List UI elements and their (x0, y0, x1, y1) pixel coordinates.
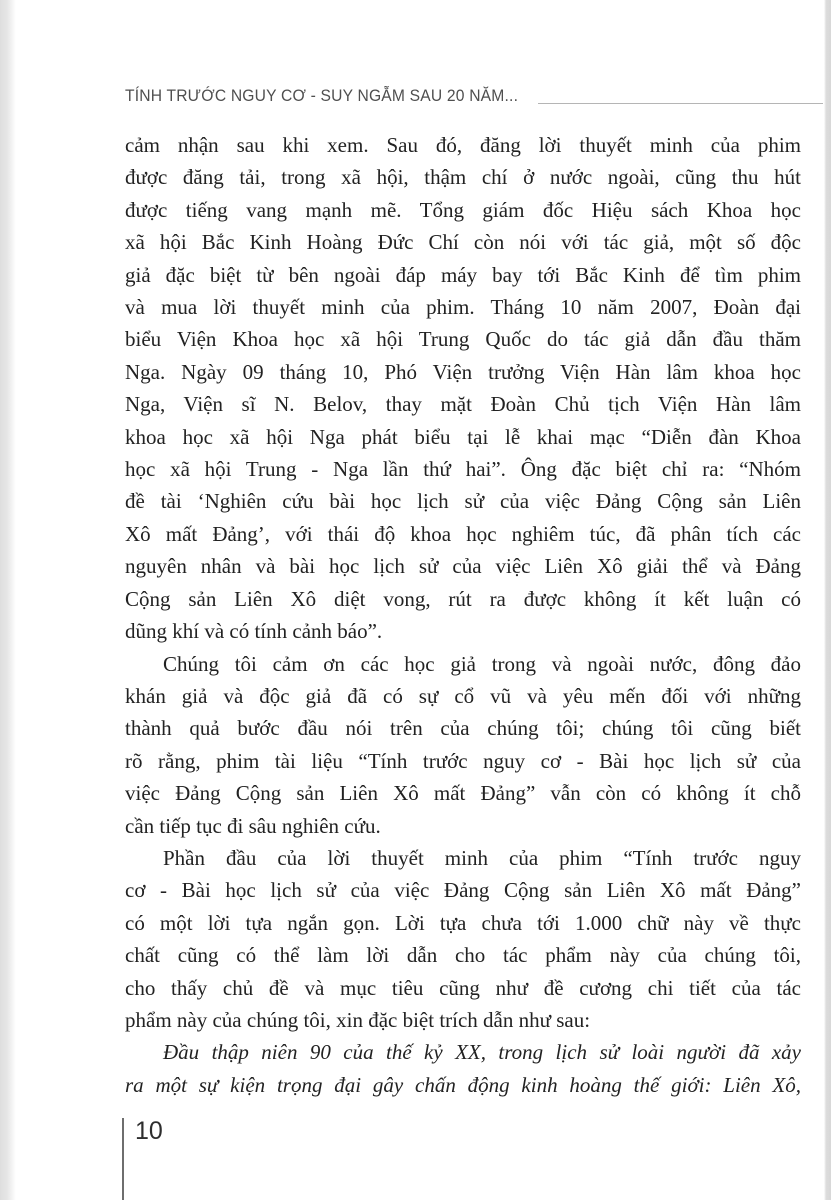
text-line: được tiếng vang mạnh mẽ. Tổng giám đốc Hiệu sách Khoa học (125, 197, 801, 222)
text-line: khoa học xã hội Nga phát biểu tại lễ khai mạc “Diễn đàn Khoa (125, 424, 801, 449)
text-line: đề tài ‘Nghiên cứu bài học lịch sử của việc Đảng Cộng sản Liên (125, 489, 801, 514)
text-line: khán giả và độc giả đã có sự cổ vũ và yêu mến đối với những (125, 683, 801, 708)
text-line: được đăng tải, trong xã hội, thậm chí ở nước ngoài, cũng thu hút (125, 165, 801, 190)
text-line: có một lời tựa ngắn gọn. Lời tựa chưa tới 1.000 chữ này về thực (125, 910, 801, 935)
text-line: học xã hội Trung - Nga lần thứ hai”. Ông đặc biệt chỉ ra: “Nhóm (125, 457, 801, 482)
text-line: Phần đầu của lời thuyết minh của phim “Tính trước nguy (163, 845, 801, 870)
text-line: Cộng sản Liên Xô diệt vong, rút ra được không ít kết luận có (125, 586, 801, 611)
text-line: xã hội Bắc Kinh Hoàng Đức Chí còn nói với tác giả, một số độc (125, 230, 801, 255)
text-line: cơ - Bài học lịch sử của việc Đảng Cộng sản Liên Xô mất Đảng” (125, 878, 801, 903)
quote-text-line: ra một sự kiện trọng đại gây chấn động kinh hoàng thế giới: Liên Xô, (125, 1072, 801, 1097)
page-footer (122, 1118, 163, 1200)
text-line: thành quả bước đầu nói trên của chúng tôi; chúng tôi cũng biết (125, 716, 801, 741)
running-header-title: TÍNH TRƯỚC NGUY CƠ - SUY NGẪM SAU 20 NĂM... (125, 86, 519, 105)
page-number: 10 (135, 1117, 163, 1145)
quote-text-line: Đầu thập niên 90 của thế kỷ XX, trong lịch sử loài người đã xảy (163, 1040, 801, 1065)
text-line: phẩm này của chúng tôi, xin đặc biệt trích dẫn như sau: (125, 1007, 591, 1032)
text-line: Nga. Ngày 09 tháng 10, Phó Viện trưởng Viện Hàn lâm khoa học (125, 359, 801, 384)
text-line: cho thấy chủ đề và mục tiêu cũng như đề cương chi tiết của tác (125, 975, 801, 1000)
text-line: và mua lời thuyết minh của phim. Tháng 10 năm 2007, Đoàn đại (125, 295, 801, 320)
text-line: Nga, Viện sĩ N. Belov, thay mặt Đoàn Chủ tịch Viện Hàn lâm (125, 392, 801, 417)
running-header (125, 86, 823, 106)
text-line: Xô mất Đảng’, với thái độ khoa học nghiêm túc, đã phân tích các (125, 521, 801, 546)
text-line: biểu Viện Khoa học xã hội Trung Quốc do tác giả dẫn đầu thăm (125, 327, 801, 352)
text-line: rõ rằng, phim tài liệu “Tính trước nguy cơ - Bài học lịch sử của (125, 748, 801, 773)
header-rule (538, 103, 823, 104)
text-line: Chúng tôi cảm ơn các học giả trong và ngoài nước, đông đảo (163, 651, 801, 676)
text-line: dũng khí và có tính cảnh báo”. (125, 619, 383, 644)
text-line: nguyên nhân và bài học lịch sử của việc Liên Xô giải thể và Đảng (125, 554, 801, 579)
text-line: giả đặc biệt từ bên ngoài đáp máy bay tới Bắc Kinh để tìm phim (125, 262, 801, 287)
scan-edge-left (0, 0, 16, 1200)
text-line: cần tiếp tục đi sâu nghiên cứu. (125, 813, 381, 838)
text-line: việc Đảng Cộng sản Liên Xô mất Đảng” vẫn còn có không ít chỗ (125, 781, 801, 806)
scan-edge-right (824, 0, 831, 1200)
page-text-block (125, 129, 801, 1101)
text-line: cảm nhận sau khi xem. Sau đó, đăng lời thuyết minh của phim (125, 133, 801, 157)
text-line: chất cũng có thể làm lời dẫn cho tác phẩm này của chúng tôi, (125, 943, 801, 968)
